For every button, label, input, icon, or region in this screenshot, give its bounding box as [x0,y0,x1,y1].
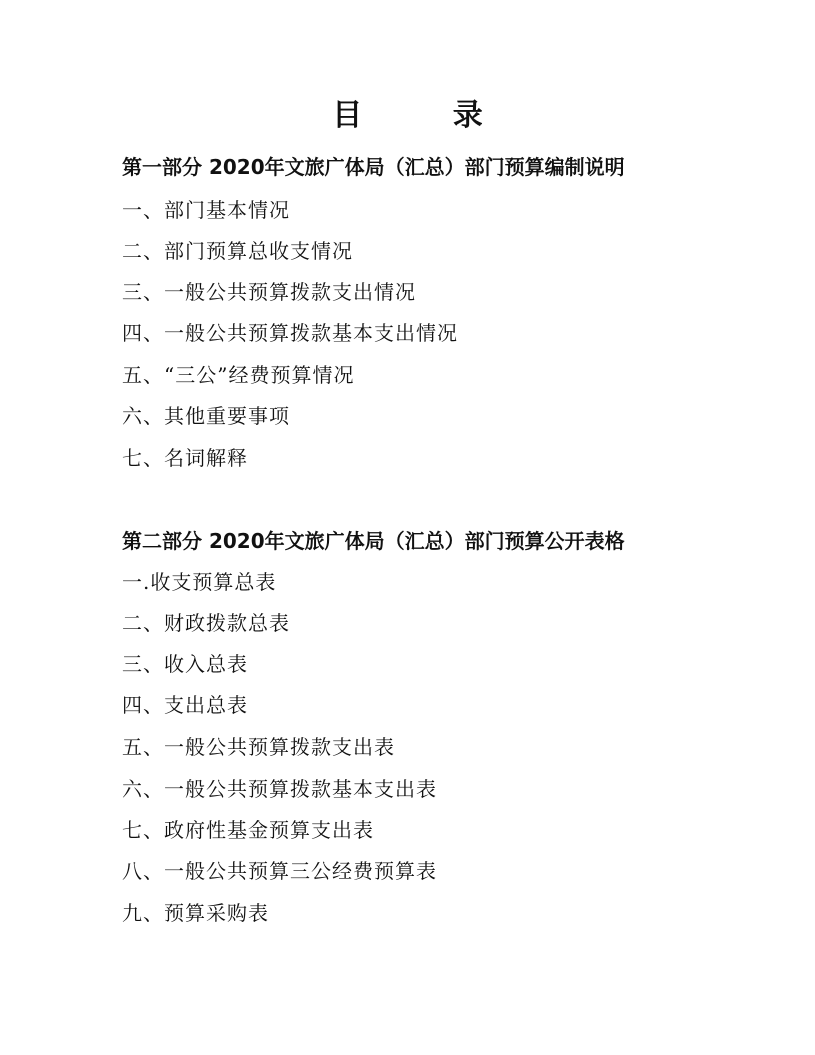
part2-heading: 第二部分 2020年文旅广体局（汇总）部门预算公开表格 [122,529,625,553]
part2-item-7: 七、政府性基金预算支出表 [122,818,374,842]
part2-item-5: 五、一般公共预算拨款支出表 [122,735,395,759]
part1-item-7: 七、名词解释 [122,446,248,470]
part2-item-3: 三、收入总表 [122,652,248,676]
part1-item-6: 六、其他重要事项 [122,404,290,428]
part1-item-4: 四、一般公共预算拨款基本支出情况 [122,321,458,345]
page-title: 目 录 [332,98,523,133]
part1-item-5: 五、“三公”经费预算情况 [122,363,355,387]
part2-item-9: 九、预算采购表 [122,901,269,925]
part2-item-1: 一.收支预算总表 [122,570,277,594]
part1-heading: 第一部分 2020年文旅广体局（汇总）部门预算编制说明 [122,155,625,179]
part2-item-6: 六、一般公共预算拨款基本支出表 [122,777,437,801]
part1-item-1: 一、部门基本情况 [122,198,290,222]
part2-item-8: 八、一般公共预算三公经费预算表 [122,859,437,883]
part1-item-3: 三、一般公共预算拨款支出情况 [122,280,416,304]
part2-item-2: 二、财政拨款总表 [122,611,290,635]
part2-item-4: 四、支出总表 [122,693,248,717]
part1-item-2: 二、部门预算总收支情况 [122,239,353,263]
